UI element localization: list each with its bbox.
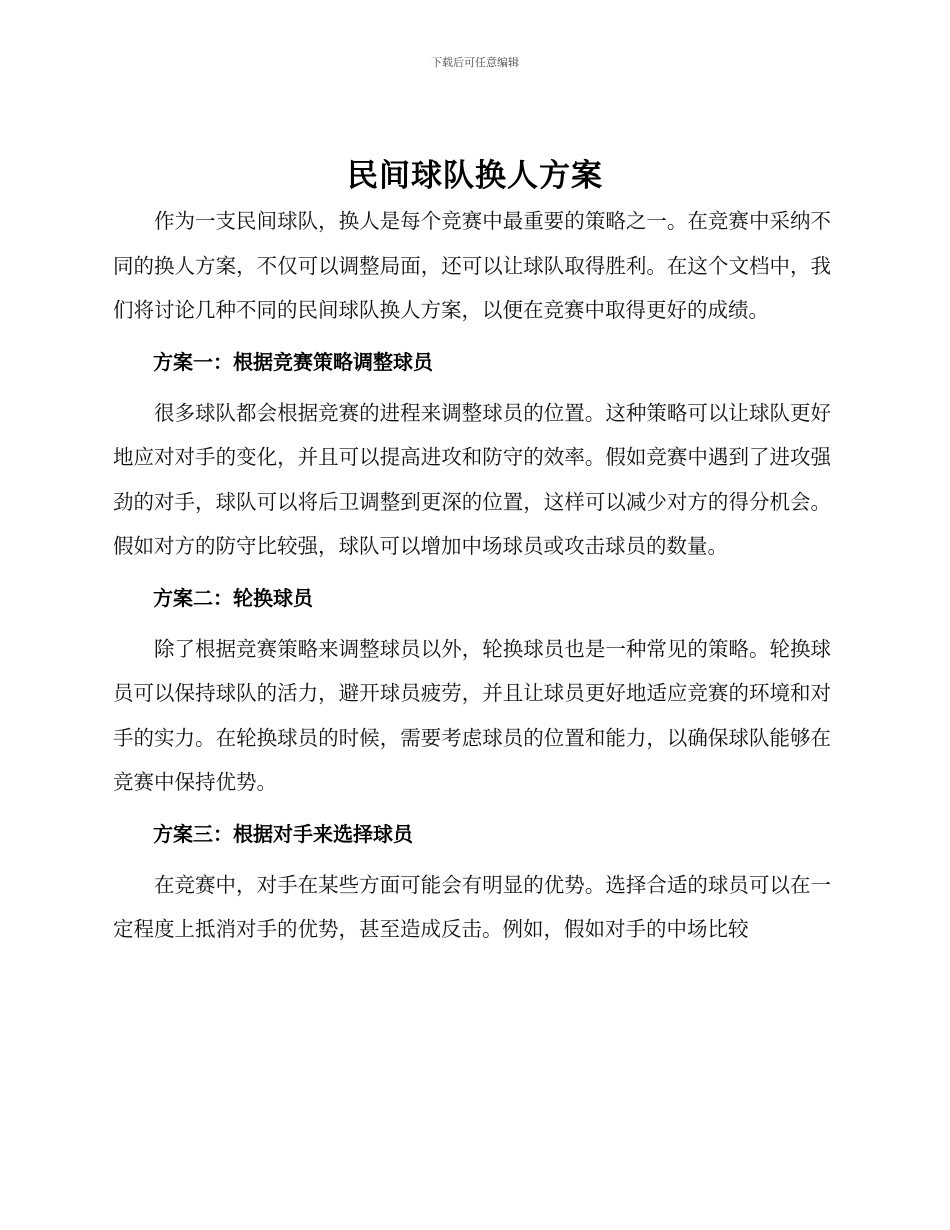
document-title: 民间球队换人方案 (347, 158, 603, 194)
intro-paragraph: 作为一支民间球队，换人是每个竞赛中最重要的策略之一。在竞赛中采纳不同的换人方案，不仅可以调整局面，还可以让球队取得胜利。在这个文档中，我们将讨论几种不同的民间球队换人方案，以便在竞赛中取得更好的成绩。 (113, 209, 831, 322)
section-paragraph-1: 很多球队都会根据竞赛的进程来调整球员的位置。这种策略可以让球队更好地应对对手的变化，并且可以提高进攻和防守的效率。假如竞赛中遇到了进攻强劲的对手，球队可以将后卫调整到更深的位置，这样可以减少对方的得分机会。假如对方的防守比较强，球队可以增加中场球员或攻击球员的数量。 (113, 400, 831, 558)
section-heading-3: 方案三：根据对手来选择球员 (153, 821, 413, 846)
section-paragraph-3: 在竞赛中，对手在某些方面可能会有明显的优势。选择合适的球员可以在一定程度上抵消对手的优势，甚至造成反击。例如，假如对手的中场比较 (113, 872, 831, 941)
header-note: 下载后可任意编辑 (431, 56, 519, 69)
section-heading-1: 方案一：根据竞赛策略调整球员 (153, 349, 433, 374)
section-paragraph-2: 除了根据竞赛策略来调整球员以外，轮换球员也是一种常见的策略。轮换球员可以保持球队的活力，避开球员疲劳，并且让球员更好地适应竞赛的环境和对手的实力。在轮换球员的时候，需要考虑球员的位置和能力，以确保球队能够在竞赛中保持优势。 (113, 636, 831, 794)
section-heading-2: 方案二：轮换球员 (153, 585, 313, 610)
document-body (113, 199, 831, 952)
